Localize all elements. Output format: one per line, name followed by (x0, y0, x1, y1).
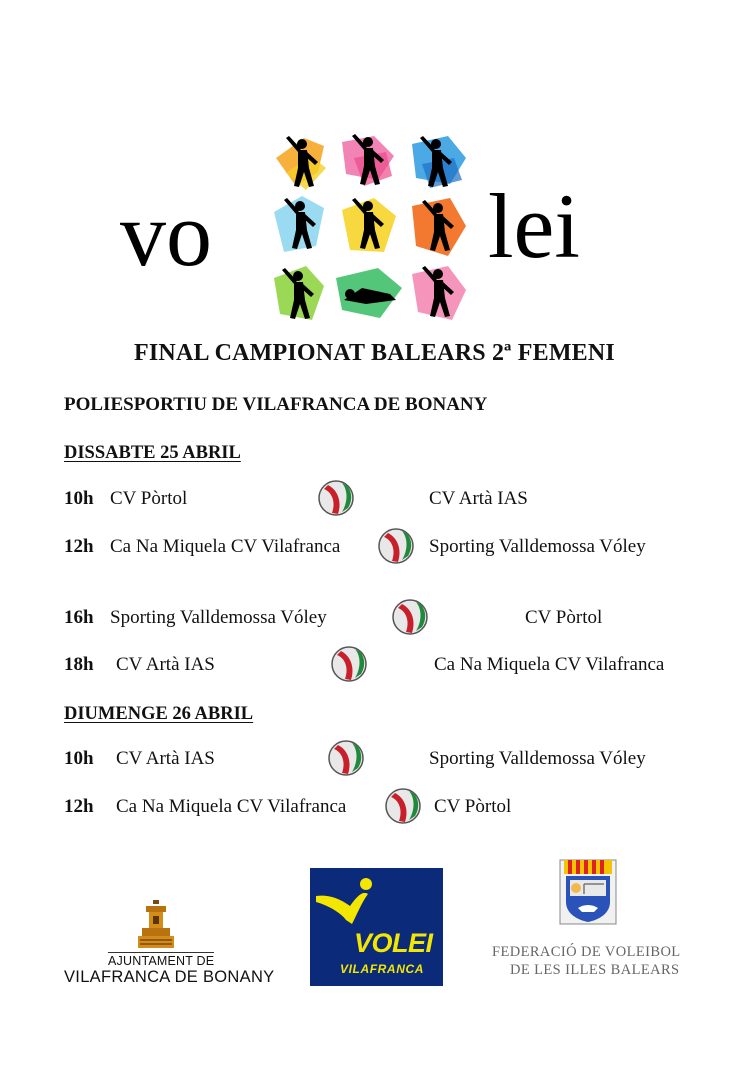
title-left: vo (120, 183, 212, 285)
club-subword: VILAFRANCA (340, 962, 424, 976)
match-away-team: CV Pòrtol (434, 796, 512, 817)
match-hour: 12h (64, 796, 94, 817)
title-right: lei (488, 175, 580, 277)
player-silhouettes-grid (266, 128, 472, 328)
silhouette-5 (342, 198, 396, 252)
match-home-team: Ca Na Miquela CV Vilafranca (110, 536, 341, 557)
silhouette-6 (412, 198, 466, 256)
volleyball-icon (328, 740, 364, 776)
match-home-team: Sporting Valldemossa Vóley (110, 607, 327, 628)
silhouette-1 (276, 136, 326, 190)
match-hour: 10h (64, 488, 94, 509)
silhouette-9 (412, 266, 466, 320)
federation-line2: DE LES ILLES BALEARS (510, 962, 680, 978)
match-home-team: CV Pòrtol (110, 488, 188, 509)
match-hour: 18h (64, 654, 94, 675)
volleyball-icon (331, 646, 367, 682)
match-home-team: Ca Na Miquela CV Vilafranca (116, 796, 347, 817)
match-row (0, 599, 749, 635)
match-row (0, 528, 749, 564)
volleyball-icon (378, 528, 414, 564)
match-home-team: CV Artà IAS (116, 748, 215, 769)
day-sunday: DIUMENGE 26 ABRIL (64, 704, 254, 724)
volleyball-icon (392, 599, 428, 635)
match-hour: 10h (64, 748, 94, 769)
match-row (0, 740, 749, 776)
silhouette-8 (336, 268, 402, 318)
silhouette-2 (342, 134, 394, 186)
club-word: VOLEI (354, 928, 433, 958)
match-row (0, 788, 749, 824)
silhouette-3 (412, 136, 466, 188)
volleyball-icon (318, 480, 354, 516)
match-row (0, 646, 749, 682)
match-away-team: CV Pòrtol (525, 607, 603, 628)
volleyball-icon (385, 788, 421, 824)
silhouette-4 (274, 196, 324, 252)
ajuntament-tower-icon (136, 898, 176, 950)
match-away-team: Ca Na Miquela CV Vilafranca (434, 654, 665, 675)
match-away-team: Sporting Valldemossa Vóley (429, 748, 646, 769)
venue: POLIESPORTIU DE VILAFRANCA DE BONANY (64, 394, 488, 415)
match-away-team: CV Artà IAS (429, 488, 528, 509)
federation-crest-icon (558, 858, 618, 926)
match-hour: 12h (64, 536, 94, 557)
match-away-team: Sporting Valldemossa Vóley (429, 536, 646, 557)
federation-line1: FEDERACIÓ DE VOLEIBOL (492, 944, 681, 960)
ajuntament-label: AJUNTAMENT DE (108, 954, 215, 968)
day-saturday: DISSABTE 25 ABRIL (64, 443, 241, 463)
match-hour: 16h (64, 607, 94, 628)
match-home-team: CV Artà IAS (116, 654, 215, 675)
headline: FINAL CAMPIONAT BALEARS 2ª FEMENI (134, 340, 615, 366)
ajuntament-name: VILAFRANCA DE BONANY (64, 968, 275, 986)
silhouette-7 (274, 266, 324, 320)
match-row (0, 480, 749, 516)
